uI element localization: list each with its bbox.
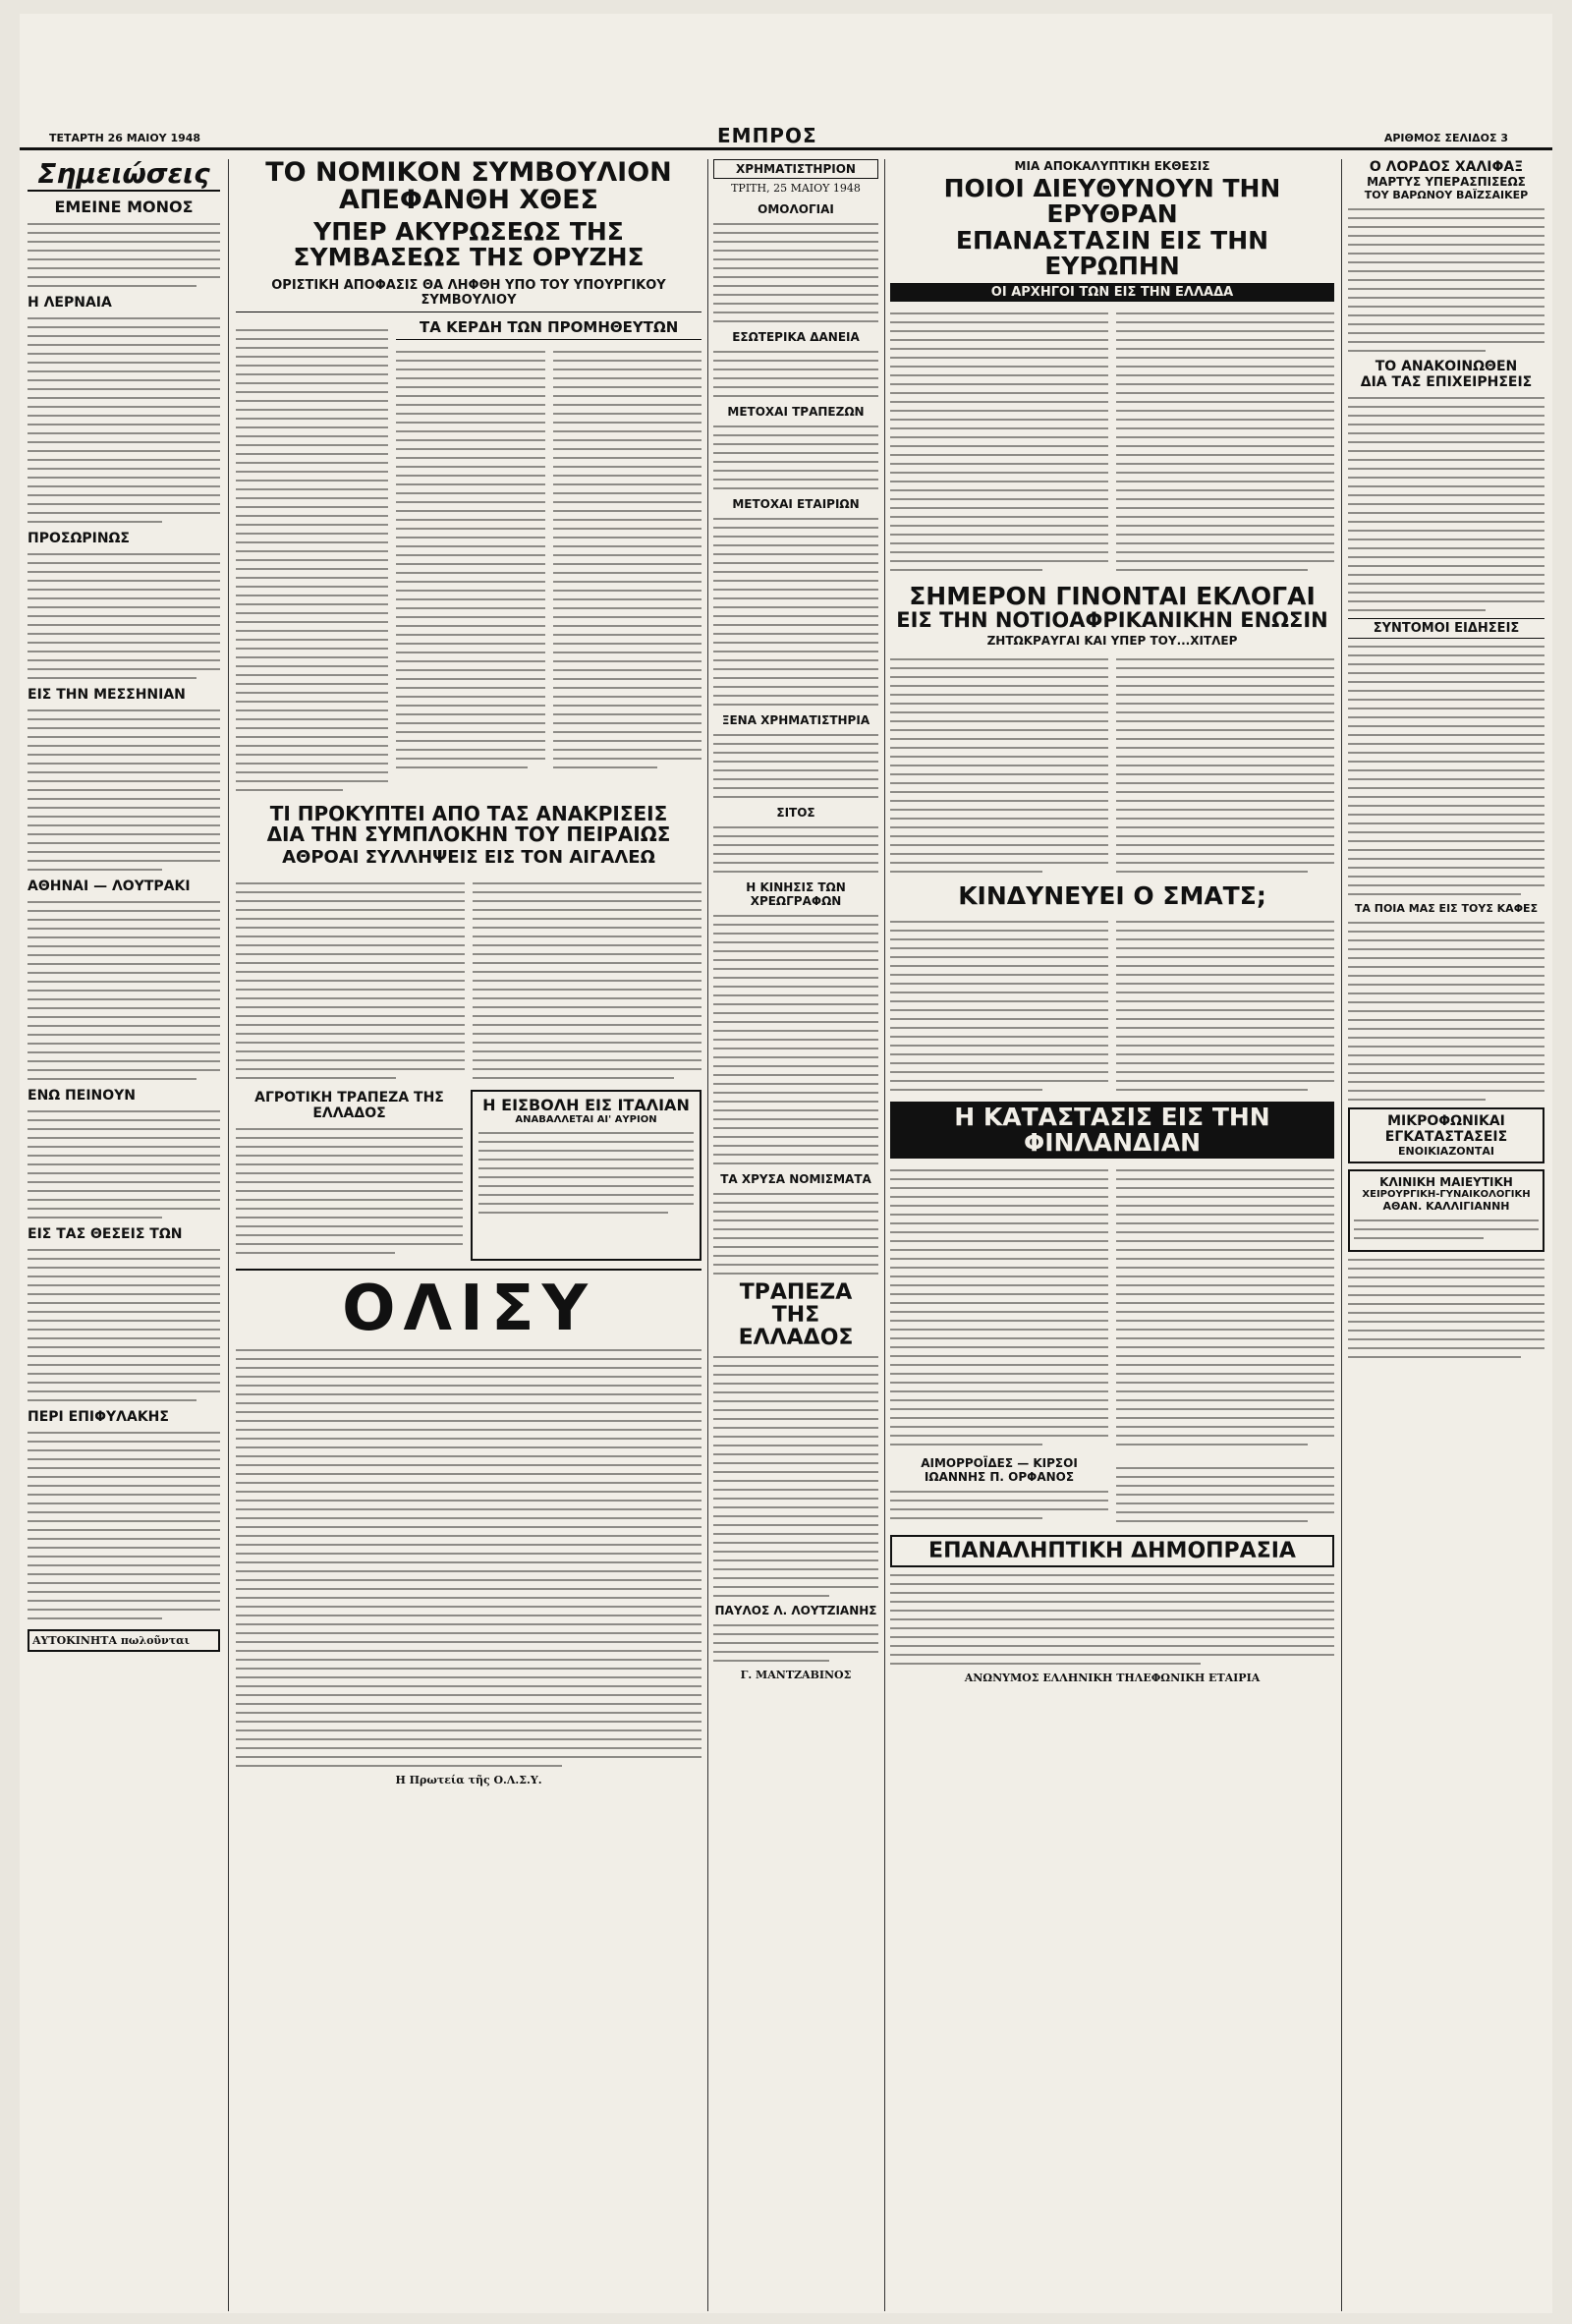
market-section: ΟΜΟΛΟΓΙΑΙ [758, 202, 834, 216]
market-table [713, 425, 878, 489]
bank-headline: ΤΡΑΠΕΖΑ ΤΗΣ ΕΛΛΑΔΟΣ [738, 1280, 854, 1351]
market-section: ΜΕΤΟΧΑΙ ΕΤΑΙΡΙΩΝ [732, 497, 860, 511]
issue-date: ΤΕΤΑΡΤΗ 26 ΜΑΙΟΥ 1948 [49, 132, 201, 144]
halifax-headline-3: ΤΟΥ ΒΑΡΩΝΟΥ ΒΑΪΖΣΑΙΚΕΡ [1364, 189, 1529, 201]
body-text [236, 1128, 463, 1254]
classified-text [1348, 1259, 1544, 1358]
body-text [28, 223, 220, 287]
body-text [890, 306, 1108, 578]
brief-news-headline: ΣΥΝΤΟΜΟΙ ΕΙΔΗΣΕΙΣ [1348, 618, 1544, 639]
elections-headline: ΣΗΜΕΡΟΝ ΓΙΝΟΝΤΑΙ ΕΚΛΟΓΑΙ [909, 582, 1316, 610]
body-text [713, 1356, 878, 1597]
invasion-title: Η ΕΙΣΒΟΛΗ ΕΙΣ ΙΤΑΛΙΑΝ [482, 1096, 690, 1115]
body-text [553, 344, 702, 775]
notes-headline: ΕΜΕΙΝΕ ΜΟΝΟΣ [54, 198, 194, 217]
body-text [1116, 306, 1334, 578]
market-table [713, 351, 878, 397]
finland-headline: Η ΚΑΤΑΣΤΑΣΙΣ ΕΙΣ ΤΗΝ ΦΙΝΛΑΝΔΙΑΝ [890, 1102, 1334, 1160]
main-headline: ΤΟ ΝΟΜΙΚΟΝ ΣΥΜΒΟΥΛΙΟΝ ΑΠΕΦΑΝΘΗ ΧΘΕΣ [265, 159, 672, 216]
invasion-subtitle: ΑΝΑΒΑΛΛΕΤΑΙ ΑΙ' ΑΥΡΙΟΝ [515, 1114, 657, 1126]
column-rule [707, 159, 708, 2311]
body-text [1116, 1460, 1334, 1529]
body-text [890, 1574, 1334, 1665]
market-table [713, 223, 878, 322]
far-right-column [1348, 159, 1544, 2311]
body-text [28, 317, 220, 523]
body-text [890, 1491, 1108, 1519]
body-text [713, 826, 878, 873]
piraeus-headline: ΤΙ ΠΡΟΚΥΠΤΕΙ ΑΠΟ ΤΑΣ ΑΝΑΚΡΙΣΕΙΣ [269, 802, 668, 826]
main-headline-2: ΥΠΕΡ ΑΚΥΡΩΣΕΩΣ ΤΗΣ ΣΥΜΒΑΣΕΩΣ ΤΗΣ ΟΡΥΖΗΣ [293, 216, 645, 271]
body-text [1116, 914, 1334, 1098]
main-story-columns [236, 318, 702, 798]
body-text [28, 709, 220, 871]
body-text [890, 652, 1108, 879]
section-heading: ΑΘΗΝΑΙ — ΛΟΥΤΡΑΚΙ [28, 879, 191, 895]
body-text [1348, 646, 1544, 895]
main-subheadline: ΟΡΙΣΤΙΚΗ ΑΠΟΦΑΣΙΣ ΘΑ ΛΗΦΘΗ ΥΠΟ ΤΟΥ ΥΠΟΥΡΓΙΚΟΥ ΣΥΜΒΟΥΛΙΟΥ [236, 278, 702, 312]
newspaper-title: ΕΜΠΡΟΣ [717, 124, 817, 147]
section-headline: ΤΑ ΚΕΡΔΗ ΤΩΝ ΠΡΟΜΗΘΕΥΤΩΝ [396, 318, 702, 340]
communique-headline: ΤΟ ΑΝΑΚΟΙΝΩΘΕΝ [1375, 359, 1518, 374]
column-rule [1341, 159, 1342, 2311]
report-subheadline: ΟΙ ΑΡΧΗΓΟΙ ΤΩΝ ΕΙΣ ΤΗΝ ΕΛΛΑΔΑ [890, 283, 1334, 302]
body-text [236, 322, 388, 798]
body-text [1348, 208, 1544, 352]
market-section: Η ΚΙΝΗΣΙΣ ΤΩΝ ΧΡΕΩΓΡΑΦΩΝ [746, 880, 846, 908]
halifax-headline: Ο ΛΟΡΔΟΣ ΧΑΛΙΦΑΞ [1369, 159, 1524, 175]
doctor-name: ΙΩΑΝΝΗΣ Π. ΟΡΦΑΝΟΣ [924, 1470, 1075, 1485]
body-text [1348, 397, 1544, 611]
market-table [713, 518, 878, 706]
body-text [713, 1193, 878, 1275]
microphone-ad-subtitle: ΕΝΟΙΚΙΑΖΟΝΤΑΙ [1398, 1145, 1494, 1158]
classified-ad: ΑΥΤΟΚΙΝΗΤΑ πωλοῦνται [28, 1629, 220, 1652]
elections-subheadline: ΖΗΤΩΚΡΑΥΓΑΙ ΚΑΙ ΥΠΕΡ ΤΟΥ...ΧΙΤΛΕΡ [986, 634, 1238, 649]
clinic-ad-title: ΚΛΙΝΙΚΗ ΜΑΙΕΥΤΙΚΗ [1379, 1175, 1513, 1189]
market-section: ΣΙΤΟΣ [776, 806, 815, 820]
market-section: ΞΕΝΑ ΧΡΗΜΑΤΙΣΤΗΡΙΑ [721, 713, 870, 727]
body-text [1354, 1219, 1539, 1239]
body-text [1116, 1162, 1334, 1452]
masthead [20, 124, 1552, 150]
section-heading: Η ΛΕΡΝΑΙΑ [28, 295, 112, 312]
section-heading: ΕΝΩ ΠΕΙΝΟΥΝ [28, 1088, 137, 1105]
body-text [890, 1162, 1108, 1452]
notice-name: ΠΑΥΛΟΣ Λ. ΛΟΥΤΖΙΑΝΗΣ [714, 1604, 877, 1618]
notes-heading: Σημειώσεις [28, 159, 220, 192]
column-rule [884, 159, 885, 2311]
communique-headline-2: ΔΙΑ ΤΑΣ ΕΠΙΧΕΙΡΗΣΕΙΣ [1360, 374, 1533, 390]
clinic-ad [1348, 1169, 1544, 1252]
ad-text [236, 1349, 702, 1767]
auction-signature: ΑΝΩΝΥΜΟΣ ΕΛΛΗΝΙΚΗ ΤΗΛΕΦΩΝΙΚΗ ΕΤΑΙΡΙΑ [964, 1672, 1261, 1685]
smuts-headline: ΚΙΝΔΥΝΕΥΕΙ Ο ΣΜΑΤΣ; [958, 881, 1266, 911]
elections-headline-2: ΕΙΣ ΤΗΝ ΝΟΤΙΟΑΦΡΙΚΑΝΙΚΗΝ ΕΝΩΣΙΝ [896, 608, 1328, 633]
newspaper-page [20, 14, 1552, 2313]
clinic-ad-name: ΑΘΑΝ. ΚΑΛΛΙΓΙΑΝΝΗ [1382, 1200, 1510, 1213]
market-column [713, 159, 878, 2311]
market-section: ΤΑ ΧΡΥΣΑ ΝΟΜΙΣΜΑΤΑ [720, 1172, 871, 1186]
auction-headline: ΕΠΑΝΑΛΗΠΤΙΚΗ ΔΗΜΟΠΡΑΣΙΑ [890, 1535, 1334, 1567]
section-heading: ΕΙΣ ΤΑΣ ΘΕΣΕΙΣ ΤΩΝ [28, 1226, 183, 1243]
ad-signature: Η Πρωτεία τῆς Ο.Λ.Σ.Υ. [395, 1774, 542, 1787]
body-text [236, 876, 465, 1086]
body-text [473, 1132, 700, 1214]
coffee-headline: ΤΑ ΠΟΙΑ ΜΑΣ ΕΙΣ ΤΟΥΣ ΚΑΦΕΣ [1354, 902, 1539, 915]
piraeus-headline-2: ΔΙΑ ΤΗΝ ΣΥΜΠΛΟΚΗΝ ΤΟΥ ΠΕΙΡΑΙΩΣ [266, 822, 671, 847]
body-text [28, 901, 220, 1080]
body-text [1348, 922, 1544, 1101]
clinic-ad-subtitle: ΧΕΙΡΟΥΡΓΙΚΗ-ΓΥΝΑΙΚΟΛΟΓΙΚΗ [1362, 1189, 1531, 1200]
body-text [1116, 652, 1334, 879]
notice-signature: Γ. ΜΑΝΤΖΑΒΙΝΟΣ [740, 1669, 852, 1682]
report-kicker: ΜΙΑ ΑΠΟΚΑΛΥΠΤΙΚΗ ΕΚΘΕΣΙΣ [1014, 159, 1210, 173]
microphone-ad-title: ΜΙΚΡΟΦΩΝΙΚΑΙ ΕΓΚΑΤΑΣΤΑΣΕΙΣ [1384, 1113, 1508, 1145]
olisy-ad-title: ΟΛΙΣΥ [236, 1269, 702, 1342]
body-text [713, 1624, 878, 1662]
section-heading: ΠΡΟΣΩΡΙΝΩΣ [28, 531, 130, 547]
body-text [28, 553, 220, 679]
notes-column [28, 159, 220, 2311]
body-text [28, 1249, 220, 1401]
market-section: ΜΕΤΟΧΑΙ ΤΡΑΠΕΖΩΝ [727, 405, 865, 419]
notices-column [570, 1861, 700, 2254]
market-date: ΤΡΙΤΗ, 25 ΜΑΙΟΥ 1948 [731, 182, 861, 195]
body-text [28, 1432, 220, 1619]
section-heading: ΠΕΡΙ ΕΠΙΦΥΛΑΚΗΣ [28, 1409, 169, 1426]
body-text [396, 344, 544, 775]
world-news-area [890, 159, 1334, 2311]
page-number: ΑΡΙΘΜΟΣ ΣΕΛΙΔΟΣ 3 [1383, 132, 1508, 144]
market-table [713, 734, 878, 798]
market-title: ΧΡΗΜΑΤΙΣΤΗΡΙΟΝ [713, 159, 878, 179]
halifax-headline-2: ΜΑΡΤΥΣ ΥΠΕΡΑΣΠΙΣΕΩΣ [1367, 175, 1526, 189]
body-text [473, 876, 702, 1086]
body-text [890, 914, 1108, 1098]
doctor-ad-title: ΑΙΜΟΡΡΟΪΔΕΣ — ΚΙΡΣΟΙ [921, 1456, 1078, 1471]
red-revolution-headline-2: ΕΠΑΝΑΣΤΑΣΙΝ ΕΙΣ ΤΗΝ ΕΥΡΩΠΗΝ [955, 225, 1269, 280]
piraeus-subheadline: ΑΘΡΟΑΙ ΣΥΛΛΗΨΕΙΣ ΕΙΣ ΤΟΝ ΑΙΓΑΛΕΩ [282, 847, 655, 869]
column-rule [228, 159, 229, 2311]
body-text [713, 915, 878, 1164]
red-revolution-headline: ΠΟΙΟΙ ΔΙΕΥΘΥΝΟΥΝ ΤΗΝ ΕΡΥΘΡΑΝ [943, 174, 1281, 229]
microphone-ad [1348, 1107, 1544, 1163]
section-heading: ΕΙΣ ΤΗΝ ΜΕΣΣΗΝΙΑΝ [28, 687, 186, 704]
body-text [28, 1110, 220, 1219]
bank-ad-title: ΑΓΡΟΤΙΚΗ ΤΡΑΠΕΖΑ ΤΗΣ ΕΛΛΑΔΟΣ [254, 1090, 444, 1122]
market-section: ΕΣΩΤΕΡΙΚΑ ΔΑΝΕΙΑ [732, 330, 860, 344]
